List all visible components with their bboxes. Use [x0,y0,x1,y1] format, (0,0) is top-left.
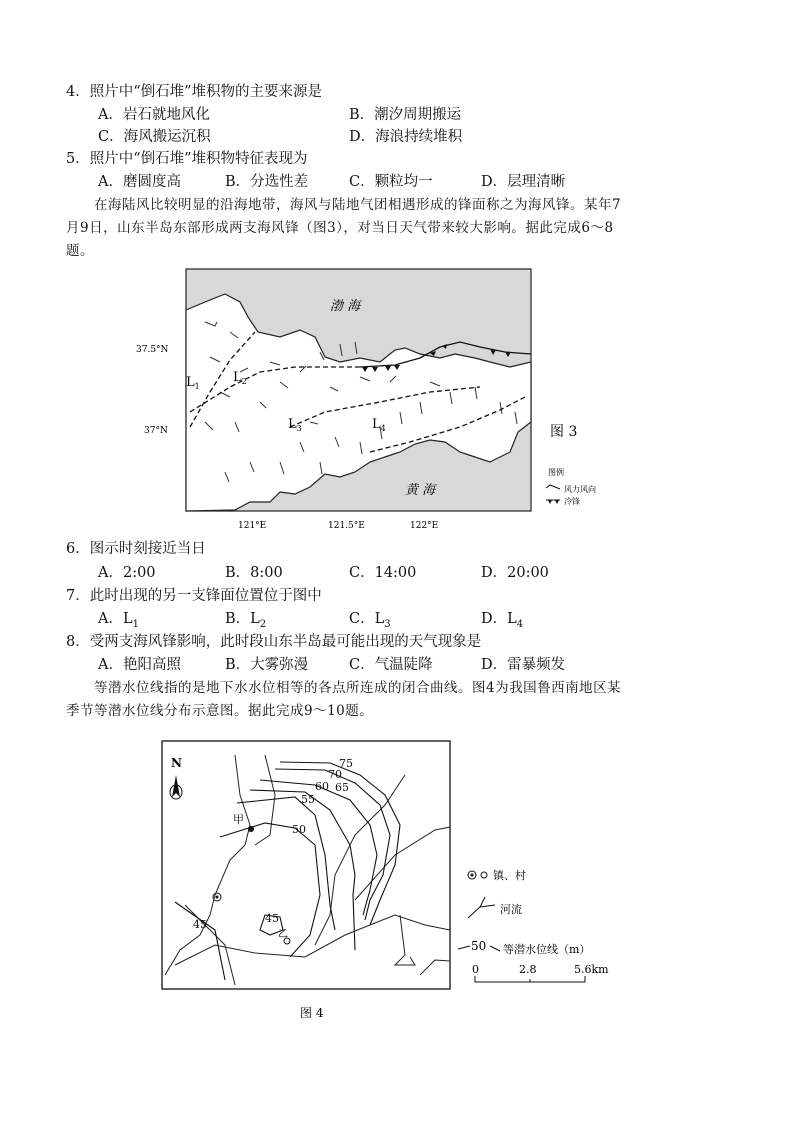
scale-5-6: 5.6km [574,963,609,976]
legend-contour-value: 50 [471,939,487,953]
question-7-stem: 7．此时出现的另一支锋面位置位于图中 [66,588,322,604]
svg-text:45: 45 [193,918,207,931]
passage-1-line-3: 题。 [66,243,94,259]
q5-option-d: D．层理清晰 [481,174,566,190]
question-6-stem: 6．图示时刻接近当日 [66,541,206,557]
svg-text:75: 75 [339,757,353,770]
question-5-stem: 5．照片中“倒石堆”堆积物特征表现为 [66,151,308,167]
q6-option-d: D．20:00 [481,565,549,581]
q7-option-c: C．$L_3$ [349,611,391,630]
scale-0: 0 [472,963,479,976]
svg-text:65: 65 [335,781,349,794]
scale-bar [475,976,585,982]
question-8-stem: 8．受两支海风锋影响，此时段山东半岛最可能出现的天气现象是 [66,634,482,650]
q7-option-b: B．$L_2$ [225,611,267,630]
lat-label-37-5: 37.5°N [136,345,169,355]
q8-option-a: A．艳阳高照 [98,657,181,673]
q6-option-c: C．14:00 [349,565,417,581]
svg-text:55: 55 [301,793,315,806]
passage-2-line-2: 季节等潜水位线分布示意图。据此完成9～10题。 [66,703,374,719]
q4-option-d: D．海浪持续堆积 [349,129,463,145]
lon-label-122: 122°E [410,521,439,531]
q6-option-a: A．2:00 [98,565,156,581]
figure-3-caption: 图 3 [550,424,578,440]
q7-option-d: D．$L_4$ [481,611,524,630]
passage-2-line-1: 等潜水位线指的是地下水水位相等的各点所连成的闭合曲线。图4为我国鲁西南地区某 [94,680,622,696]
q4-option-b: B．潮汐周期搬运 [349,107,462,123]
scale-2-8: 2.8 [519,963,537,976]
lat-label-37: 37°N [144,426,168,436]
q8-option-d: D．雷暴频发 [481,657,566,673]
place-yi: 乙 [278,929,288,940]
q8-option-c: C．气温陡降 [349,657,433,673]
place-jia-dot [248,826,254,832]
svg-text:45: 45 [265,912,279,925]
legend-town-village: 镇、村 [493,869,526,882]
label-bohai: 渤 海 [330,299,361,314]
svg-text:N: N [171,756,182,770]
label-huanghai: 黄 海 [405,483,436,498]
place-jia: 甲 [233,813,244,826]
legend-wind: 风力风向 [564,485,596,494]
legend-contour: 等潜水位线（m） [503,943,591,956]
figure-4-caption: 图 4 [300,1006,324,1020]
label-l1: $L_1$ [186,375,200,391]
q4-option-c: C．海风搬运沉积 [98,129,211,145]
question-4-stem: 4．照片中“倒石堆”堆积物的主要来源是 [66,84,323,100]
q5-option-c: C．颗粒均一 [349,174,433,190]
passage-1-line-1: 在海陆风比较明显的沿海地带，海风与陆地气团相遇形成的锋面称之为海风锋。某年7 [94,197,622,213]
label-l4: $L_4$ [372,417,386,433]
passage-1-line-2: 月9日，山东半岛东部形成两支海风锋（图3），对当日天气带来较大影响。据此完成6～8 [66,220,614,236]
svg-text:50: 50 [292,823,306,836]
figure-4-map [155,735,715,1035]
q5-option-b: B．分选性差 [225,174,309,190]
q6-option-b: B．8:00 [225,565,283,581]
wind-barb-legend-icon [546,485,560,489]
label-l3: $L_3$ [288,417,302,433]
svg-text:60: 60 [315,780,329,793]
lon-label-121: 121°E [238,521,267,531]
q7-option-a: A．$L_1$ [98,611,139,630]
svg-text:70: 70 [328,768,342,781]
q4-option-a: A．岩石就地风化 [98,107,210,123]
legend-river: 河流 [500,903,522,916]
legend-cold-front: 冷锋 [564,497,580,506]
label-l2: $L_2$ [233,370,247,386]
q5-option-a: A．磨圆度高 [98,174,181,190]
river-legend-icon [468,897,495,918]
legend-title: 图例 [548,468,564,477]
figure-3-map [130,262,610,537]
map-frame [162,741,450,989]
legend [458,868,609,982]
q8-option-b: B．大雾弥漫 [225,657,309,673]
lon-label-121-5: 121.5°E [328,521,365,531]
